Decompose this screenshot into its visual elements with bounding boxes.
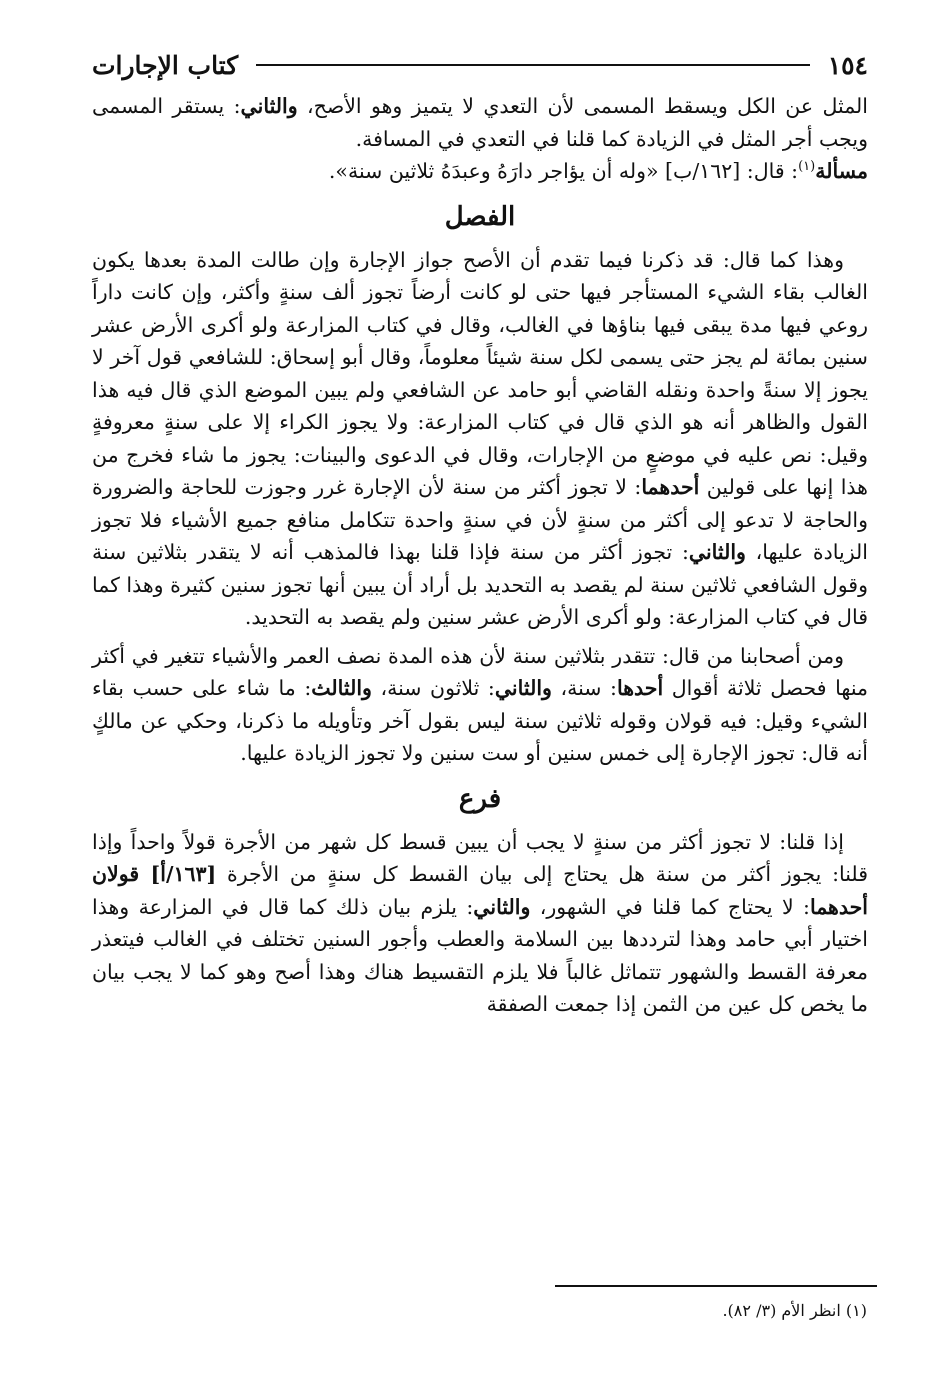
section-heading-far: فرع: [458, 783, 502, 814]
text-run: : تجوز أكثر من سنة فإذا قلنا بهذا فالمذهب أنه لا يتقدر بثلاثين سنة وقول الشافعي ثلاثين سنة لم يقصد به التحديد بل أراد أن يبين أنها تجوز سنين كثيرة وهذا كما قال في كتاب المزارعة: ولو أكرى الأرض عشر سنين ولم يقصد به التحديد.: [92, 540, 868, 629]
paragraph-4: [92, 826, 868, 1021]
text-run: : ما شاء على حسب بقاء الشيء وقيل: فيه قولان وقوله ثلاثين سنة ليس بقول آخر وتأويله ما ذكرنا، وحكي عن مالكٍ أنه قال: تجوز الإجارة إلى خمس سنين أو ست سنين ولا تجوز الزيادة عليها.: [92, 676, 868, 765]
header-rule: [256, 64, 810, 66]
bold-term: والثاني: [473, 894, 531, 919]
text-run: وهذا كما قال: قد ذكرنا فيما تقدم أن الأصح جواز الإجارة وإن طالت المدة بعدها يكون الغالب بقاء الشيء المستأجر فيها حتى لو كانت أرضاً تجوز ألف سنةٍ وأكثر، وإن كانت داراً روعي فيها مدة يبقى فيها بناؤها في الغالب، وقال في كتاب المزارعة ولو أكرى الأرض عشر سنين بمائة لم يجز حتى يسمى لكل سنة شيئاً معلوماً، وقال أبو إسحاق: للشافعي قول آخر لا يجوز إلا سنةً واحدة ونقله القاضي أبو حامد عن الشافعي ولم يبين الموضع الذي قال فيه هذا القول والظاهر أنه هو الذي قال في كتاب المزارعة: ولا يجوز الكراء إلا على سنةٍ معروفةٍ وقيل: نص عليه في موضعٍ من الإجارات، وقال في الدعوى والبينات: يجوز ما شاء فخرج من هذا إنها على قولين: [92, 247, 868, 499]
bold-term: والثاني: [240, 94, 298, 118]
text-run: ومن أصحابنا من قال: تتقدر بثلاثين سنة لأن هذه المدة نصف العمر والأشياء تتغير في أكثر منها فحصل ثلاثة أقوال: [92, 643, 868, 700]
page-body: [92, 40, 868, 1021]
bold-term: والثالث: [311, 676, 372, 700]
text-run: المثل عن الكل ويسقط المسمى لأن التعدي لا يتميز وهو الأصح،: [297, 94, 868, 118]
masala-line: [92, 155, 868, 188]
text-run: : ثلاثون سنة،: [371, 676, 495, 700]
text-run: : لا تجوز أكثر من سنة لأن الإجارة غرر وجوزت للحاجة والضرورة والحاجة لا تدعو إلى أكثر من سنةٍ لأن في سنةٍ واحدة تتكامل منافع جميع الأشياء فلا تجوز الزيادة عليها،: [92, 475, 868, 564]
bold-term: أحدها: [616, 676, 664, 700]
bold-term: [١٦٣/أ] قولان أحدهما: [92, 862, 868, 919]
masala-label: مسألة: [815, 159, 868, 183]
masala-text: : قال: [١٦٢/ب] «وله أن يؤاجر دارَهُ وعبدَهُ ثلاثين سنة».: [328, 159, 799, 183]
bold-term: والثاني: [688, 540, 746, 564]
paragraph-2: [92, 244, 868, 634]
text-run: : سنة،: [551, 676, 617, 700]
footnote-text: انظر الأم (٣/ ٨٢).: [722, 1301, 841, 1320]
text-run: إذا قلنا: لا تجوز أكثر من سنةٍ لا يجب أن يبين قسط كل شهر من الأجرة قولاً واحداً وإذا قلنا: يجوز أكثر من سنة هل يحتاج إلى بيان القسط كل سنةٍ من الأجرة: [92, 829, 869, 886]
section-heading-fasl: الفصل: [444, 201, 516, 232]
page-number: ١٥٤: [827, 50, 868, 80]
bold-term: والثاني: [494, 676, 552, 700]
book-title: كتاب الإجارات: [92, 50, 239, 80]
text-run: : يلزم بيان ذلك كما قال في المزارعة وهذا اختيار أبي حامد وهذا لترددها بين السلامة والعطب وأجور السنين تختلف في الغالب فيتعذر معرفة القسط والشهور تتماثل غالباً فلا يلزم التقسيط هناك وهذا أصح وهو كما لا يجب بيان ما يخص كل عين من الثمن إذا جمعت الصفقة: [92, 894, 868, 1016]
footnote-number: (١): [845, 1301, 867, 1320]
text-run: : لا يحتاج كما قلنا في الشهور،: [530, 894, 810, 919]
bold-term: أحدهما: [641, 475, 700, 499]
paragraph-1: [92, 90, 868, 155]
footnote-ref: (١): [798, 159, 816, 175]
paragraph-3: [92, 640, 868, 770]
footnote-rule: [555, 1285, 877, 1287]
footnote: [722, 1298, 867, 1324]
text-run: : يستقر المسمى ويجب أجر المثل في الزيادة كما قلنا في التعدي في المسافة.: [92, 94, 868, 151]
running-header: [92, 40, 868, 90]
